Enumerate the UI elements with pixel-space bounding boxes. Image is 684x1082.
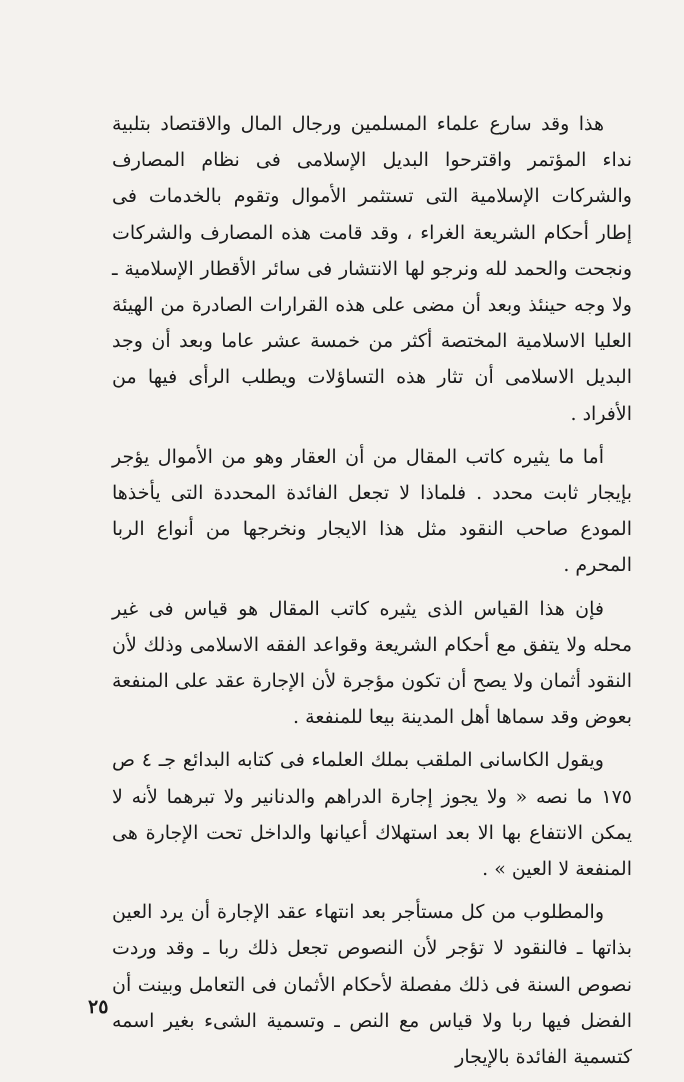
paragraph-4: ويقول الكاسانى الملقب بملك العلماء فى كتابه البدائع جـ ٤ ص ١٧٥ ما نصه « ولا يجوز إجارة الدراهم والدنانير ولا تبرهما لأنه لا يمكن الانتفاع بها الا بعد استهلاك أعيانها والداخل تحت الإجارة هى المنفعة لا العين » .: [112, 749, 632, 881]
page-number: ٢٥: [88, 996, 109, 1018]
paragraph-5: والمطلوب من كل مستأجر بعد انتهاء عقد الإجارة أن يرد العين بذاتها ـ فالنقود لا تؤجر لأن النصوص تجعل ذلك ربا ـ وقد وردت نصوص السنة فى ذلك مفصلة لأحكام الأثمان فى التعامل وبينت أن الفضل فيها ربا ولا قياس مع النص ـ وتسمية الشىء بغير اسمه كتسمية الفائدة بالإيجار: [112, 901, 632, 1069]
paragraph-1: هذا وقد سارع علماء المسلمين ورجال المال والاقتصاد بتلبية نداء المؤتمر واقترحوا البديل الإسلامى فى نظام المصارف والشركات الإسلامية التى تستثمر الأموال وتقوم بالخدمات فى إطار أحكام الشريعة الغراء ، وقد قامت هذه المصارف والشركات ونجحت والحمد لله ونرجو لها الانتشار فى سائر الأقطار الإسلامية ـ ولا وجه حينئذ وبعد أن مضى على هذه القرارات الصادرة من الهيئة العليا الاسلامية المختصة أكثر من خمسة عشر عاما وبعد أن وجد البديل الاسلامى أن تثار هذه التساؤلات ويطلب الرأى فيها من الأفراد .: [112, 113, 632, 425]
body-text: [112, 106, 632, 1075]
paragraph-3: فإن هذا القياس الذى يثيره كاتب المقال هو قياس فى غير محله ولا يتفق مع أحكام الشريعة وقواعد الفقه الاسلامى وذلك لأن النقود أثمان ولا يصح أن تكون مؤجرة لأن الإجارة عقد على المنفعة بعوض وقد سماها أهل المدينة بيعا للمنفعة .: [112, 597, 632, 729]
paragraph-2: أما ما يثيره كاتب المقال من أن العقار وهو من الأموال يؤجر بإيجار ثابت محدد . فلماذا لا تجعل الفائدة المحددة التى يأخذها المودع صاحب النقود مثل هذا الايجار ونخرجها من أنواع الربا المحرم .: [112, 445, 632, 577]
